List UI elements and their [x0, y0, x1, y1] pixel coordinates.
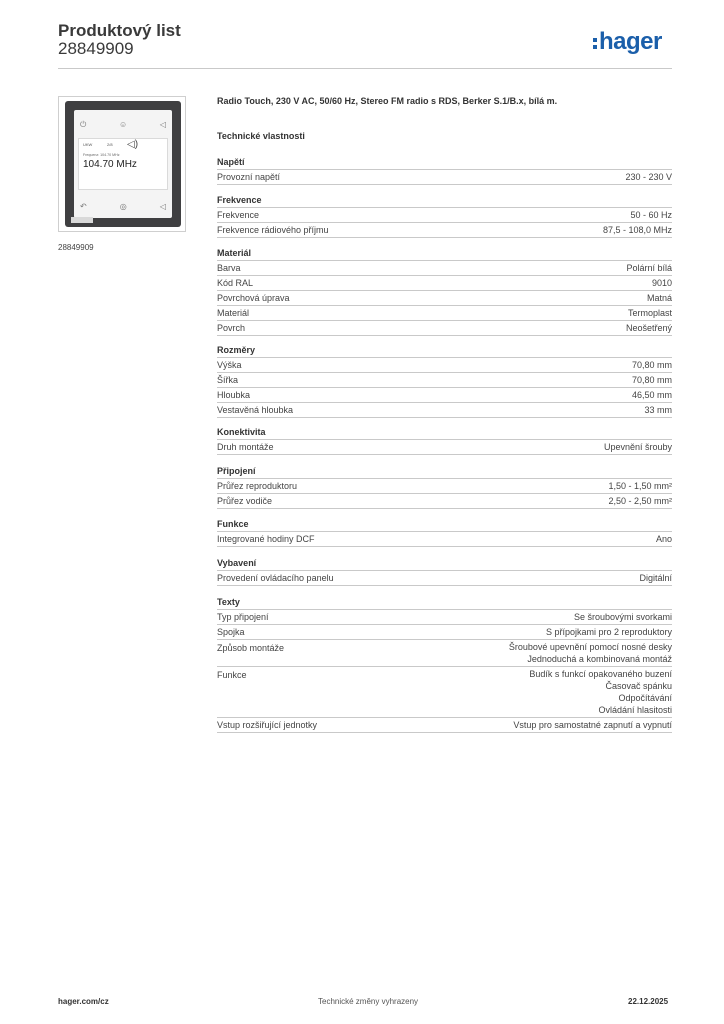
- brand-plate: [71, 217, 93, 223]
- spec-label: Povrch: [217, 323, 246, 333]
- spec-row: [217, 640, 672, 667]
- spec-value: 33 mm: [644, 405, 672, 415]
- screen-preset: 2/8: [107, 142, 113, 147]
- spec-row: [217, 667, 672, 718]
- section-title: Frekvence: [217, 193, 672, 208]
- spec-value: 2,50 - 2,50 mm²: [608, 496, 672, 506]
- spec-label: Frekvence rádiového příjmu: [217, 225, 329, 235]
- section-title: Připojení: [217, 464, 672, 479]
- logo-dots-icon: [593, 38, 597, 49]
- spec-label: Integrované hodiny DCF: [217, 534, 315, 544]
- spec-row: [217, 571, 672, 586]
- bottom-icon-row: [80, 202, 166, 211]
- screen-band: UKW: [83, 142, 93, 147]
- spec-label: Provozní napětí: [217, 172, 281, 182]
- section-title: Konektivita: [217, 425, 672, 440]
- volume-up-icon: ◁: [159, 202, 166, 211]
- section-pripojeni: [217, 464, 672, 509]
- spec-value: Termoplast: [627, 308, 672, 318]
- sleep-icon: ☺: [119, 120, 128, 129]
- section-texty: [217, 595, 672, 733]
- spec-row: [217, 223, 672, 238]
- section-material: [217, 246, 672, 336]
- footer-website-link[interactable]: hager.com/cz: [58, 997, 109, 1006]
- spec-row: [217, 388, 672, 403]
- spec-value: 230 - 230 V: [625, 172, 672, 182]
- spec-value: Upevnění šrouby: [603, 442, 672, 452]
- spec-label: Průřez reproduktoru: [217, 481, 298, 491]
- spec-value: Se šroubovými svorkami: [573, 612, 672, 622]
- spec-value: 50 - 60 Hz: [630, 210, 672, 220]
- page-title: Produktový list: [58, 21, 181, 40]
- header-divider: [58, 68, 672, 69]
- section-vybaveni: [217, 556, 672, 586]
- spec-value-line: Budík s funkcí opakovaného buzení: [529, 669, 672, 679]
- product-description: Radio Touch, 230 V AC, 50/60 Hz, Stereo FM radio s RDS, Berker S.1/B.x, bílá m.: [217, 96, 558, 106]
- section-title: Funkce: [217, 517, 672, 532]
- back-icon: ↶: [80, 202, 87, 211]
- spec-label: Hloubka: [217, 390, 251, 400]
- section-konektivita: [217, 425, 672, 455]
- spec-value-multiline: [529, 668, 672, 716]
- spec-value: Neošetřený: [625, 323, 672, 333]
- spec-row: [217, 440, 672, 455]
- logo-text: hager: [599, 28, 662, 55]
- section-funkce: [217, 517, 672, 547]
- spec-label: Výška: [217, 360, 242, 370]
- spec-label: Vestavěná hloubka: [217, 405, 294, 415]
- spec-row: [217, 321, 672, 336]
- section-title: Materiál: [217, 246, 672, 261]
- spec-label: Barva: [217, 263, 241, 273]
- spec-row: [217, 718, 672, 733]
- spec-label: Způsob montáže: [217, 643, 285, 653]
- spec-value: Vstup pro samostatné zapnutí a vypnutí: [513, 720, 672, 730]
- product-code: 28849909: [58, 39, 134, 58]
- specs-heading: Technické vlastnosti: [217, 131, 305, 141]
- spec-label: Typ připojení: [217, 612, 269, 622]
- spec-value-line: Šroubové upevnění pomocí nosné desky: [508, 642, 672, 652]
- spec-value: Matná: [646, 293, 672, 303]
- spec-value: Polární bílá: [626, 263, 672, 273]
- spec-value: S přípojkami pro 2 reproduktory: [545, 627, 672, 637]
- spec-row: [217, 358, 672, 373]
- section-napeti: [217, 155, 672, 185]
- spec-label: Funkce: [217, 670, 247, 680]
- spec-row: [217, 170, 672, 185]
- spec-value: 87,5 - 108,0 MHz: [602, 225, 672, 235]
- spec-value: Digitální: [639, 573, 672, 583]
- image-caption: 28849909: [58, 243, 94, 252]
- speaker-icon: ◁): [127, 139, 139, 150]
- device-screen: [78, 138, 168, 190]
- spec-row: [217, 208, 672, 223]
- footer-disclaimer: Technické změny vyhrazeny: [318, 997, 419, 1006]
- spec-row: [217, 276, 672, 291]
- spec-row: [217, 479, 672, 494]
- screen-subtitle: Frequenz: 104.70 MHz: [83, 153, 120, 157]
- spec-label: Provedení ovládacího panelu: [217, 573, 334, 583]
- spec-row: [217, 403, 672, 418]
- section-title: Rozměry: [217, 343, 672, 358]
- spec-value: 1,50 - 1,50 mm²: [608, 481, 672, 491]
- spec-label: Kód RAL: [217, 278, 254, 288]
- section-title: Vybavení: [217, 556, 672, 571]
- hager-logo: [593, 28, 675, 56]
- spec-label: Spojka: [217, 627, 245, 637]
- spec-value-line: Ovládání hlasitosti: [598, 705, 672, 715]
- spec-value-multiline: [509, 641, 672, 665]
- spec-row: [217, 494, 672, 509]
- volume-down-icon: ◁: [159, 120, 166, 129]
- spec-label: Průřez vodiče: [217, 496, 273, 506]
- top-icon-row: [80, 120, 166, 130]
- spec-row: [217, 373, 672, 388]
- section-title: Texty: [217, 595, 672, 610]
- spec-label: Šířka: [217, 375, 239, 385]
- spec-value: 70,80 mm: [631, 375, 672, 385]
- section-rozmery: [217, 343, 672, 418]
- spec-row: [217, 291, 672, 306]
- screen-frequency: 104.70 MHz: [83, 159, 137, 170]
- power-icon: ⏻: [80, 120, 87, 129]
- spec-value: Ano: [655, 534, 672, 544]
- spec-value: 9010: [651, 278, 672, 288]
- spec-row: [217, 625, 672, 640]
- spec-row: [217, 610, 672, 625]
- spec-row: [217, 532, 672, 547]
- spec-row: [217, 261, 672, 276]
- spec-value-line: Odpočítávání: [618, 693, 672, 703]
- spec-label: Frekvence: [217, 210, 260, 220]
- spec-value-line: Jednoduchá a kombinovaná montáž: [527, 654, 672, 664]
- section-title: Napětí: [217, 155, 672, 170]
- spec-value: 46,50 mm: [631, 390, 672, 400]
- device-frame: [65, 101, 181, 227]
- spec-row: [217, 306, 672, 321]
- footer-date: 22.12.2025: [628, 997, 669, 1006]
- spec-label: Materiál: [217, 308, 250, 318]
- spec-label: Druh montáže: [217, 442, 274, 452]
- section-frekvence: [217, 193, 672, 238]
- device-insert: [74, 110, 172, 218]
- menu-icon: ◎: [119, 202, 127, 211]
- spec-label: Vstup rozšiřující jednotky: [217, 720, 318, 730]
- spec-value: 70,80 mm: [631, 360, 672, 370]
- spec-value-line: Časovač spánku: [605, 681, 672, 691]
- product-image: [58, 96, 186, 232]
- spec-label: Povrchová úprava: [217, 293, 290, 303]
